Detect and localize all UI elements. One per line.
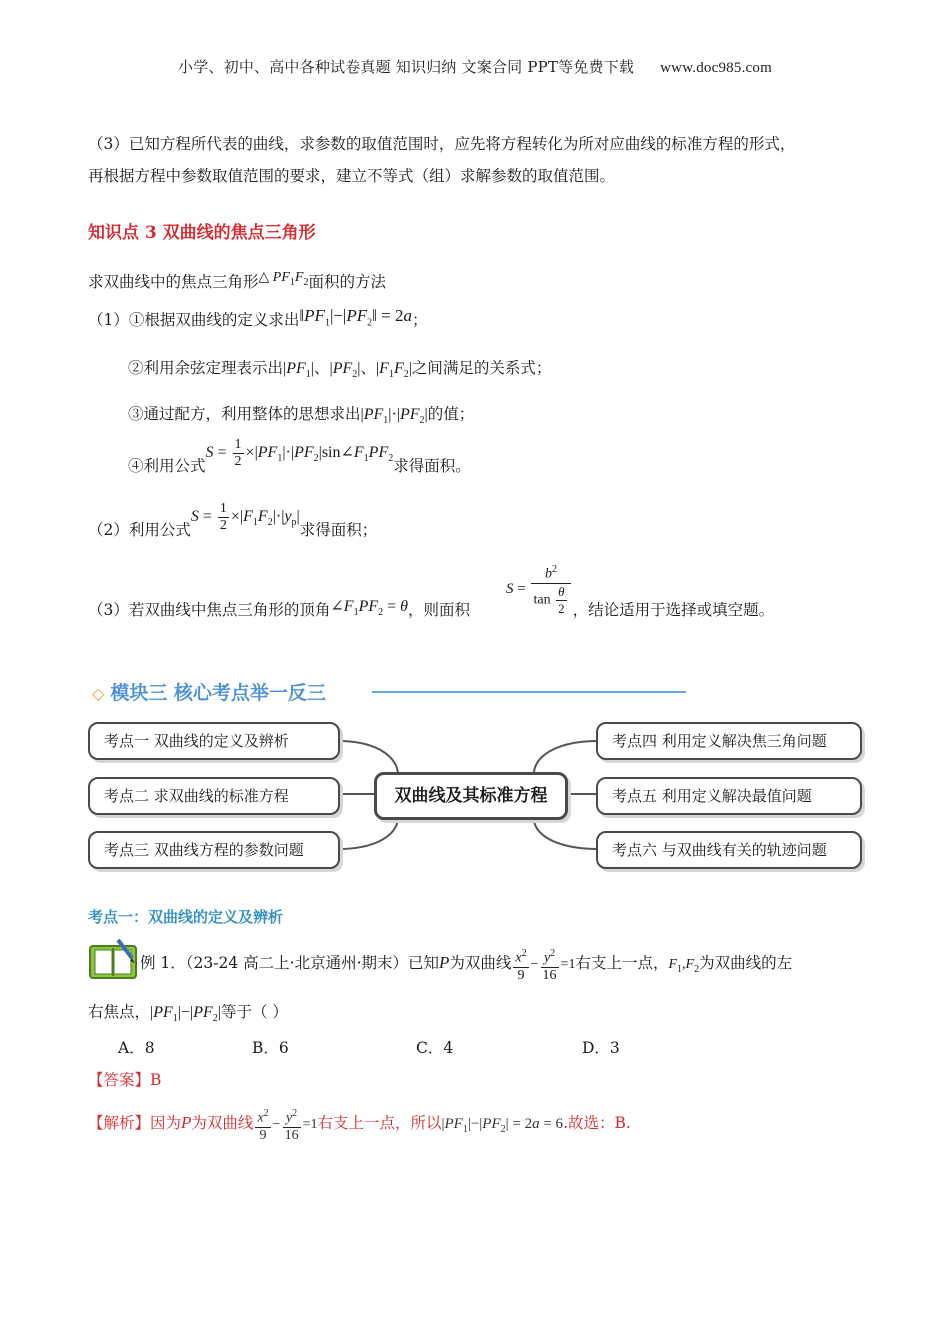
definition-formula: $‖PF_1|-|PF_2‖ = 2a$ [299, 306, 412, 329]
step-4-end: 求得面积。 [393, 457, 471, 475]
point-3-text-a: （3）若双曲线中焦点三角形的顶角 [88, 600, 331, 619]
example-line2-text: 右焦点， [88, 1003, 151, 1021]
mindmap-node-kp1[interactable]: 考点一 双曲线的定义及辨析 [88, 722, 340, 760]
option-b[interactable]: B．6 [252, 1039, 289, 1057]
point-3 [88, 562, 868, 629]
vertex-angle-formula: $\angle F_1PF_2 = \theta$ [330, 597, 408, 618]
answer-line [88, 1068, 161, 1090]
sep-1: 、 [313, 359, 330, 377]
page-header [0, 56, 950, 77]
module-title-text: 模块三 核心考点举一反三 [110, 682, 326, 704]
pf2-abs: $|PF_2|$ [329, 360, 361, 381]
step-1 [88, 300, 868, 339]
intro-paragraph [88, 128, 868, 192]
step-4 [128, 436, 908, 482]
option-c[interactable]: C．4 [416, 1039, 454, 1057]
example-1 [140, 946, 870, 986]
analysis-text-a: 因为 [150, 1114, 182, 1133]
analysis-label: 【解析】 [88, 1114, 151, 1133]
pf1-abs: $|PF_1|$ [283, 360, 314, 381]
lead-text-b: 面积的方法 [308, 273, 386, 291]
analysis-text-c: 右支上一点，所以 [317, 1114, 442, 1133]
step-2-text: ②利用余弦定理表示出 [128, 359, 284, 377]
foci-label: $F_1,F_2$ [668, 957, 700, 975]
analysis-text-d: .故选：B. [563, 1114, 631, 1133]
example-text-c: 右支上一点， [575, 954, 669, 973]
intro-line-2: 再根据方程中参数取值范围的要求，建立不等式（组）求解参数的取值范围。 [88, 167, 616, 185]
analysis-point-p: P [181, 1113, 192, 1133]
analysis-result-formula: $|PF_1|-|PF_2| = 2a = 6$ [441, 1116, 564, 1136]
mindmap-node-kp2[interactable]: 考点二 求双曲线的标准方程 [88, 777, 340, 815]
triangle-formula: △ $PF_1F_2$ [258, 270, 309, 288]
sep-2: 、 [360, 359, 376, 377]
book-icon [88, 936, 138, 980]
diamond-icon: ◇ [92, 684, 105, 703]
header-text: 小学、初中、高中各种试卷真题 知识归纳 文案合同 PPT等免费下载 [178, 58, 635, 76]
analysis-line [88, 1106, 888, 1144]
step-1-end: ； [412, 311, 428, 329]
abs-diff-expression: $|PF_1|-|PF_2|$ [150, 1004, 221, 1025]
answer-label: 【答案】 [88, 1071, 151, 1089]
example-line2-end: 等于（ ） [220, 1003, 288, 1021]
example-text-d: 为双曲线的左 [699, 954, 793, 973]
step-4-text: ④利用公式 [128, 457, 206, 475]
hyperbola-equation: $\frac{x^2}{9}$ − $\frac{y^2}{16}$ =1 [515, 948, 576, 983]
step-3 [128, 398, 908, 437]
analysis-text-b: 为双曲线 [191, 1114, 254, 1133]
module-title [92, 678, 326, 705]
example-1-line-2 [88, 996, 868, 1035]
point-2-text: （2）利用公式 [88, 521, 191, 539]
mindmap-center-node[interactable]: 双曲线及其标准方程 [374, 772, 568, 820]
product-formula: $|PF_1|\cdot|PF_2|$ [360, 406, 428, 427]
section-lead [88, 262, 868, 299]
module-divider [372, 691, 686, 693]
kp1-title: 考点一：双曲线的定义及辨析 [88, 908, 284, 926]
example-text-a: 例 1．（23-24 高二上·北京通州·期末）已知 [140, 954, 440, 973]
point-2-end: 求得面积； [299, 521, 378, 539]
option-a[interactable]: A．8 [118, 1039, 155, 1057]
intro-line-1: （3）已知方程所代表的曲线，求参数的取值范围时，应先将方程转化为所对应曲线的标准方程的形式， [88, 135, 796, 153]
tan-area-formula: S = $b^2$ tan $\frac{\theta}{2}$ [506, 581, 573, 597]
step-3-end: 的值； [427, 405, 475, 423]
step-1-text: （1）①根据双曲线的定义求出 [88, 311, 300, 329]
lead-text-a: 求双曲线中的焦点三角形 [88, 273, 259, 291]
section-title: 知识点 3 双曲线的焦点三角形 [88, 223, 316, 243]
point-3-text-b: ，则面积 [408, 600, 471, 619]
mindmap-node-kp5[interactable]: 考点五 利用定义解决最值问题 [596, 777, 862, 815]
f1f2-abs: $|F_1F_2|$ [375, 360, 412, 381]
mindmap-node-kp3[interactable]: 考点三 双曲线方程的参数问题 [88, 831, 340, 869]
point-3-text-c: ，结论适用于选择或填空题。 [572, 600, 775, 619]
yp-area-formula: S = $\frac{1}{2}$ $\times|F_1F_2|\cdot|y_p|$ [190, 500, 300, 533]
sine-area-formula: S = $\frac{1}{2}$ $\times|PF_1|\cdot|PF_2|\sin\angle F_1PF_2$ [205, 436, 394, 469]
example-text-b: 为双曲线 [449, 954, 512, 973]
option-d[interactable]: D．3 [582, 1039, 620, 1057]
answer-value: B [150, 1071, 162, 1089]
analysis-hyperbola: $\frac{x^2}{9}$ − $\frac{y^2}{16}$ =1 [257, 1108, 318, 1143]
mindmap-node-kp4[interactable]: 考点四 利用定义解决焦三角问题 [596, 722, 862, 760]
step-2 [128, 352, 908, 391]
step-3-text: ③通过配方，利用整体的思想求出 [128, 405, 361, 423]
step-2-end: 之间满足的关系式； [411, 359, 552, 377]
header-site-link[interactable]: www.doc985.com [660, 60, 772, 76]
mindmap-node-kp6[interactable]: 考点六 与双曲线有关的轨迹问题 [596, 831, 862, 869]
point-p: P [439, 953, 450, 973]
point-2 [88, 500, 868, 546]
